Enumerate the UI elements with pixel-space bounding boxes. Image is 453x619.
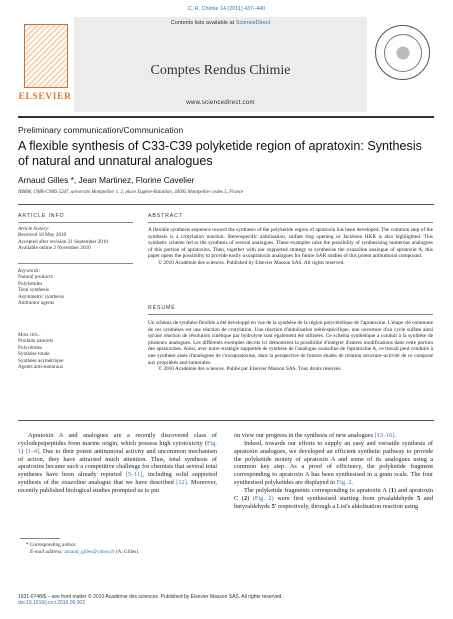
text-run: . <box>394 432 397 439</box>
keyword: Natural products <box>18 274 53 281</box>
body-paragraph <box>234 440 433 487</box>
mot-cle: Synthèse totale <box>18 351 50 358</box>
section-label: Preliminary communication/Communication <box>18 125 184 135</box>
citation-link[interactable]: [5–11] <box>125 471 143 479</box>
email-label: E-mail address: <box>30 548 65 555</box>
journal-title: Comptes Rendus Chimie <box>150 63 291 78</box>
corresponding-author: * Corresponding author. <box>26 542 77 548</box>
citation-link[interactable]: [1–4] <box>25 447 40 455</box>
resume-label: RÉSUMÉ <box>148 305 176 311</box>
email-link[interactable]: arnaud_gilles@yahoo.fr <box>64 548 115 555</box>
abstract-rule <box>148 222 433 223</box>
abstract-text: A flexible synthesis sequence toward the synthesis of the polyketide region of apratoxin has been developed. The common step of the synthesis is a crotylation reaction. Stereospecific aldolisation, sulfate ring opening or Jacobsen HKR is also highlighted. This synthetic scheme led to the synthesis of several analogues. These examples raise the possibility of synthesising numerous analogues of this portion of apratoxins. Then, together with our supported strategy to synthesise the oxazoline analogue of apratoxin A, this paper opens the possibility to provide easily oxoapratoxin analogues for future SAR studies of this potent antitumoral compound. <box>148 227 433 260</box>
citation-link[interactable]: [12] <box>176 479 187 487</box>
resume-text: Un schéma de synthèse flexible a été développé en vue de la synthèse de la région polycétidique de l'apratoxine. L'étape clé commune de ces synthèses est une réaction de crotylation. Une réaction d'aldolisation stéréospécifique, une ouverture d'un cycle sulfate ainsi qu'une réaction de résolution cinétique par hydrolyse sont également été utilisées. Ce schéma synthétique a conduit à la synthèse de plusieurs analogues. Les différents exemples décrits ici démontrent la possibilité d'intégrer d'autres modifications dans cette portion des apratoxines. Ainsi, avec notre stratégie supportée de synthèse de l'analogue oxazoline de l'apratoxine A, ce travail peut conduire à une synthèse aisée d'analogues de l'oxoapratoxine, dans la perspective de futures études de relation structure–activité de ce composé aux propriétés anti-tumorales. <box>148 320 433 366</box>
keywords-label: Keywords: <box>18 268 41 274</box>
body-column-left <box>18 432 217 495</box>
keyword: Polyketides <box>18 280 43 287</box>
history-label: Article history: <box>18 226 50 232</box>
text-run: ) <box>21 447 26 455</box>
resume-rule <box>148 314 433 315</box>
abstract-label: ABSTRACT <box>148 213 183 219</box>
history-online: Available online 2 November 2010 <box>18 245 91 252</box>
body-paragraph <box>18 432 217 495</box>
figure-link[interactable]: Fig. 1 <box>18 439 217 455</box>
figure-link[interactable]: Fig. 2 <box>336 479 352 487</box>
sciencedirect-link[interactable]: ScienceDirect <box>235 20 271 26</box>
history-accepted: Accepted after revision 21 September 2010 <box>18 238 109 245</box>
journal-header-box <box>74 17 367 112</box>
compound-number: 2 <box>243 494 248 502</box>
keywords-list <box>18 268 138 306</box>
history-received: Received 18 May 2010 <box>18 232 67 239</box>
history-rule <box>18 263 133 264</box>
contents-prefix: Contents lists available at <box>170 20 236 26</box>
seal-emblem-icon <box>384 34 422 72</box>
mot-cle: Agents anti-tumoraux <box>18 364 64 371</box>
mots-cles-list <box>18 332 138 370</box>
elsevier-wordmark: ELSEVIER <box>18 92 72 102</box>
info-divider <box>18 204 434 205</box>
keyword: Antitumor agents <box>18 300 55 307</box>
body-paragraph <box>234 432 433 440</box>
body-divider <box>18 420 434 421</box>
email-suffix: (A. Gilles). <box>114 548 140 555</box>
resume-body <box>148 320 433 373</box>
article-authors: Arnaud Gilles *, Jean Martinez, Florine Cavelier <box>18 175 195 185</box>
text-run: respectively, through a List's aldolisation reaction using <box>276 502 419 510</box>
keyword: Total synthesis <box>18 287 49 294</box>
abstract-copyright: © 2010 Académie des sciences. Published by Elsevier Masson SAS. All rights reserved. <box>158 259 345 266</box>
article-info-label: ARTICLE INFO <box>18 213 65 219</box>
text-run: Indeed, towards our efforts to supply an easy and versatile synthesis of apratoxin analogues, we developed an efficient synthetic pathway to provide the polyketide moiety of apratoxin A and some of its analogues using a common key step. As a proof of efficiency, the polyketide fragment corresponding to apratoxin A has been synthesised in a gram scale. The four synthesised polyketides are displayed in <box>234 439 433 487</box>
compound-number: 1 <box>390 486 394 494</box>
contents-line <box>74 20 367 26</box>
text-run: ) and apratoxin C ( <box>234 486 433 502</box>
text-run: , including solid supported synthesis of the oxazoline analogue that we have described <box>18 471 217 487</box>
academie-seal-logo <box>375 25 430 80</box>
body-paragraph <box>234 487 433 511</box>
article-info-rule <box>18 222 133 223</box>
text-run: . <box>351 479 353 487</box>
citation-link[interactable]: [13–16] <box>374 432 395 439</box>
text-run: . Due to their potent antitumoral activity and uncommon mechanism of action, they have attracted much attention. Thus, total synthesis of apratoxins became such a competitive challenge for chemists that several total syntheses have been already reported <box>18 447 217 479</box>
body-column-right <box>234 432 433 510</box>
page-footer <box>18 594 283 607</box>
text-run: . Moreover, recently published biological studies prompted us to put <box>18 479 217 494</box>
elsevier-tree-icon <box>24 24 68 88</box>
text-run: ) <box>247 494 253 502</box>
article-history <box>18 226 138 252</box>
figure-link[interactable]: (Fig. 2) <box>252 494 274 502</box>
header-divider <box>18 116 434 118</box>
doi-link[interactable]: doi:10.1016/j.crci.2010.09.002 <box>18 600 85 607</box>
mots-cles-label: Mots clés : <box>18 332 41 338</box>
abstract-body <box>148 227 433 267</box>
article-title: A flexible synthesis of C33-C39 polyketide region of apratoxin: Synthesis of natural and unnatural analogues <box>18 139 422 168</box>
resume-copyright: © 2010 Académie des sciences. Publié par Elsevier Masson SAS. Tous droits réservés. <box>158 366 342 373</box>
elsevier-logo <box>18 18 72 113</box>
journal-reference[interactable]: C. R. Chimie 14 (2011) 437–440 <box>187 6 266 12</box>
mot-cle: Produits naturels <box>18 338 54 345</box>
text-run: The polyketide fragments corresponding to apratoxin A ( <box>244 486 391 494</box>
author-affiliation: IBMM, UMR-CNRS 5247, université Montpellier 1, 2, place Eugène-Bataillon, 34095 Montpellier cedex 5, France <box>18 190 244 195</box>
text-run: Apratoxin A and analogues are a recently discovered class of cyclodepsipeptides from marine origin, which possess high cytotoxicity ( <box>18 432 217 447</box>
mot-cle: Synthèse asymétrique <box>18 357 64 364</box>
text-run: on view our progress in the synthesis of new analogues <box>234 432 375 439</box>
front-matter-line: 1631-0748/$ – see front matter © 2010 Académie des sciences. Published by Elsevier Masson SAS. All rights reserved. <box>18 594 283 600</box>
compound-number: 5' <box>271 502 277 510</box>
keyword: Asymmetric synthesis <box>18 293 64 300</box>
text-run: and butyraldehyde <box>234 494 433 510</box>
footnote <box>20 542 216 555</box>
footnote-rule <box>20 538 60 539</box>
mot-cle: Polycétides <box>18 344 42 351</box>
text-run: were first synthesised starting from pivalaldehyde <box>273 494 418 502</box>
compound-number: 5 <box>417 494 421 502</box>
journal-url[interactable]: www.sciencedirect.com <box>186 99 255 106</box>
